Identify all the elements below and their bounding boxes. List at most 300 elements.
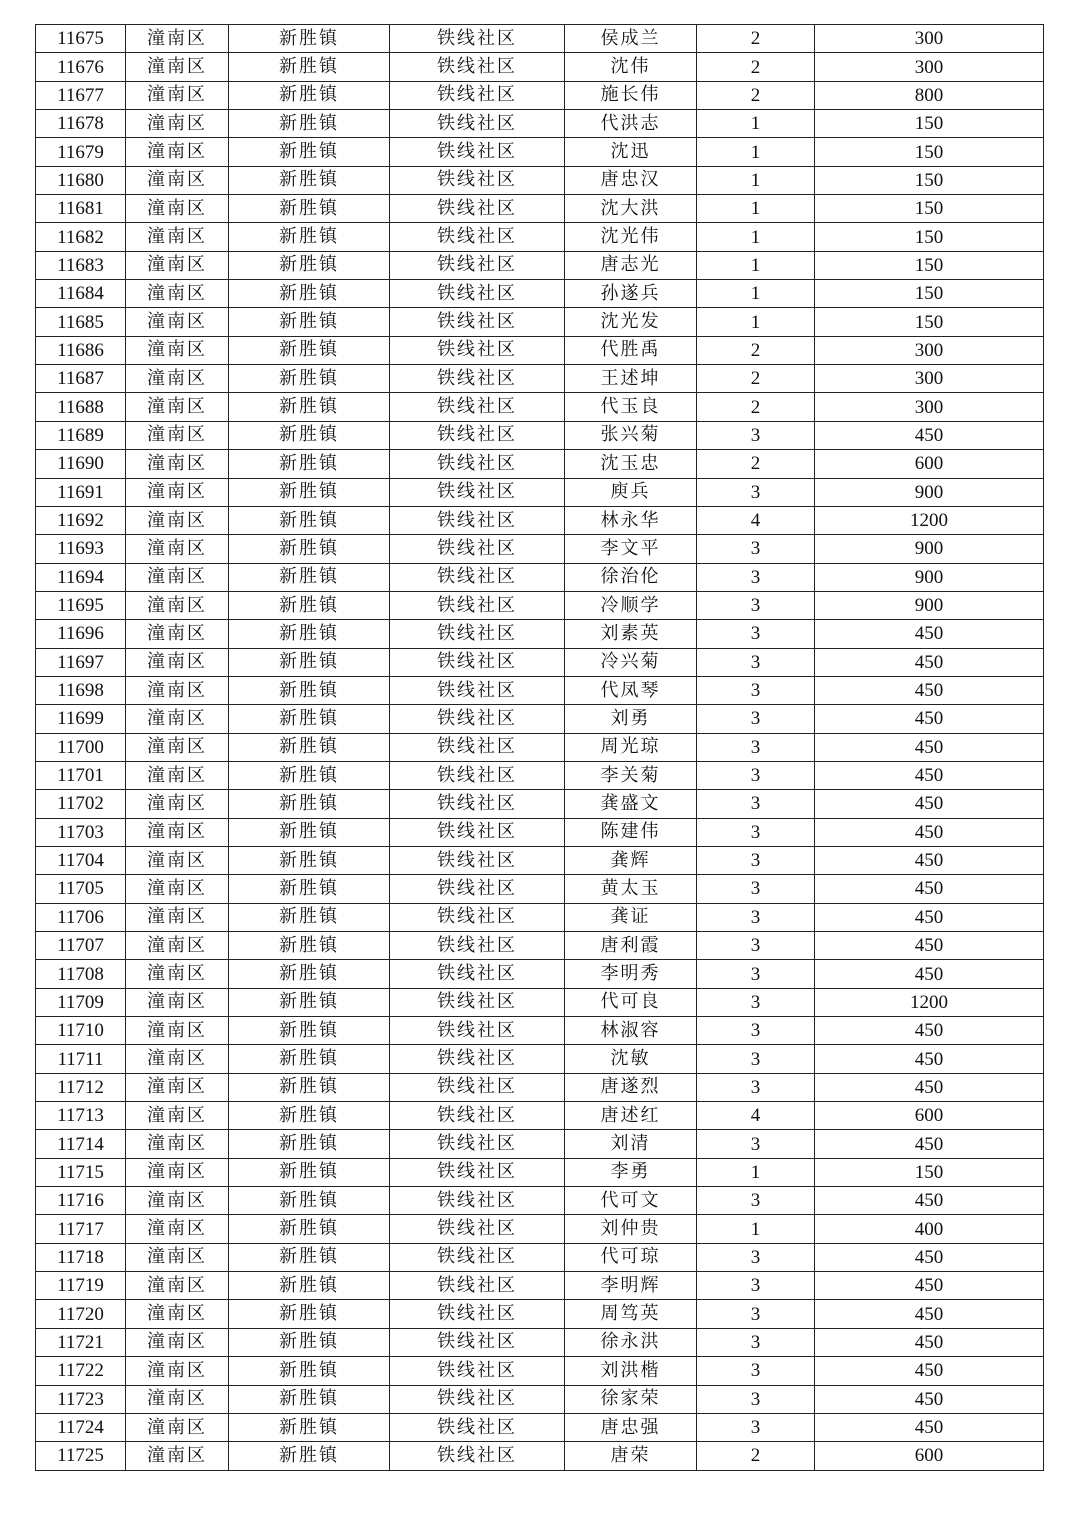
cell-row-number: 11722 <box>36 1357 126 1385</box>
table-row <box>36 223 1044 251</box>
cell-household-count: 3 <box>697 988 815 1016</box>
cell-community: 铁线社区 <box>390 1130 565 1158</box>
cell-town: 新胜镇 <box>229 421 390 449</box>
table-row <box>36 1215 1044 1243</box>
cell-amount: 450 <box>815 875 1044 903</box>
cell-row-number: 11700 <box>36 733 126 761</box>
cell-town: 新胜镇 <box>229 1272 390 1300</box>
cell-town: 新胜镇 <box>229 1102 390 1130</box>
cell-district: 潼南区 <box>126 1102 229 1130</box>
cell-community: 铁线社区 <box>390 1073 565 1101</box>
cell-district: 潼南区 <box>126 166 229 194</box>
cell-district: 潼南区 <box>126 280 229 308</box>
cell-community: 铁线社区 <box>390 620 565 648</box>
cell-town: 新胜镇 <box>229 620 390 648</box>
table-row <box>36 1300 1044 1328</box>
table-row <box>36 365 1044 393</box>
cell-district: 潼南区 <box>126 648 229 676</box>
cell-amount: 900 <box>815 591 1044 619</box>
cell-household-count: 3 <box>697 1243 815 1271</box>
cell-district: 潼南区 <box>126 251 229 279</box>
cell-name: 沈敏 <box>565 1045 697 1073</box>
cell-household-count: 3 <box>697 875 815 903</box>
cell-amount: 450 <box>815 1300 1044 1328</box>
table-row <box>36 790 1044 818</box>
cell-amount: 150 <box>815 280 1044 308</box>
cell-household-count: 1 <box>697 280 815 308</box>
cell-household-count: 2 <box>697 53 815 81</box>
cell-amount: 900 <box>815 563 1044 591</box>
cell-community: 铁线社区 <box>390 988 565 1016</box>
table-row <box>36 1328 1044 1356</box>
cell-town: 新胜镇 <box>229 1130 390 1158</box>
table-row <box>36 195 1044 223</box>
cell-community: 铁线社区 <box>390 1413 565 1441</box>
cell-town: 新胜镇 <box>229 110 390 138</box>
cell-name: 沈光伟 <box>565 223 697 251</box>
cell-household-count: 3 <box>697 1017 815 1045</box>
table-row <box>36 110 1044 138</box>
cell-row-number: 11719 <box>36 1272 126 1300</box>
cell-name: 唐述红 <box>565 1102 697 1130</box>
cell-row-number: 11686 <box>36 336 126 364</box>
cell-community: 铁线社区 <box>390 393 565 421</box>
cell-row-number: 11714 <box>36 1130 126 1158</box>
cell-town: 新胜镇 <box>229 903 390 931</box>
table-row <box>36 1243 1044 1271</box>
cell-row-number: 11683 <box>36 251 126 279</box>
cell-row-number: 11713 <box>36 1102 126 1130</box>
cell-name: 周笃英 <box>565 1300 697 1328</box>
cell-household-count: 1 <box>697 251 815 279</box>
cell-community: 铁线社区 <box>390 1243 565 1271</box>
cell-row-number: 11695 <box>36 591 126 619</box>
cell-name: 龚辉 <box>565 846 697 874</box>
cell-household-count: 1 <box>697 138 815 166</box>
cell-amount: 450 <box>815 1413 1044 1441</box>
cell-district: 潼南区 <box>126 1272 229 1300</box>
cell-community: 铁线社区 <box>390 932 565 960</box>
cell-community: 铁线社区 <box>390 676 565 704</box>
cell-town: 新胜镇 <box>229 53 390 81</box>
cell-district: 潼南区 <box>126 790 229 818</box>
table-row <box>36 1073 1044 1101</box>
cell-amount: 1200 <box>815 988 1044 1016</box>
cell-row-number: 11715 <box>36 1158 126 1186</box>
cell-district: 潼南区 <box>126 591 229 619</box>
cell-household-count: 2 <box>697 81 815 109</box>
cell-name: 刘素英 <box>565 620 697 648</box>
table-row <box>36 506 1044 534</box>
cell-household-count: 3 <box>697 790 815 818</box>
cell-district: 潼南区 <box>126 1017 229 1045</box>
table-row <box>36 308 1044 336</box>
cell-district: 潼南区 <box>126 81 229 109</box>
table-row <box>36 535 1044 563</box>
cell-amount: 900 <box>815 535 1044 563</box>
cell-name: 李明辉 <box>565 1272 697 1300</box>
cell-amount: 300 <box>815 365 1044 393</box>
cell-town: 新胜镇 <box>229 1158 390 1186</box>
cell-name: 代玉良 <box>565 393 697 421</box>
cell-row-number: 11689 <box>36 421 126 449</box>
cell-household-count: 3 <box>697 1130 815 1158</box>
cell-row-number: 11682 <box>36 223 126 251</box>
cell-town: 新胜镇 <box>229 648 390 676</box>
cell-district: 潼南区 <box>126 761 229 789</box>
cell-town: 新胜镇 <box>229 223 390 251</box>
cell-amount: 150 <box>815 223 1044 251</box>
cell-amount: 450 <box>815 1357 1044 1385</box>
cell-district: 潼南区 <box>126 138 229 166</box>
cell-community: 铁线社区 <box>390 506 565 534</box>
cell-town: 新胜镇 <box>229 195 390 223</box>
cell-household-count: 2 <box>697 365 815 393</box>
cell-town: 新胜镇 <box>229 988 390 1016</box>
cell-row-number: 11680 <box>36 166 126 194</box>
cell-household-count: 3 <box>697 676 815 704</box>
cell-district: 潼南区 <box>126 733 229 761</box>
cell-row-number: 11693 <box>36 535 126 563</box>
cell-row-number: 11704 <box>36 846 126 874</box>
cell-name: 唐遂烈 <box>565 1073 697 1101</box>
cell-amount: 150 <box>815 251 1044 279</box>
cell-row-number: 11703 <box>36 818 126 846</box>
table-row <box>36 818 1044 846</box>
cell-district: 潼南区 <box>126 506 229 534</box>
cell-amount: 450 <box>815 932 1044 960</box>
cell-town: 新胜镇 <box>229 1328 390 1356</box>
cell-household-count: 2 <box>697 450 815 478</box>
cell-household-count: 3 <box>697 1073 815 1101</box>
cell-name: 沈光发 <box>565 308 697 336</box>
cell-name: 刘清 <box>565 1130 697 1158</box>
table-row <box>36 1130 1044 1158</box>
cell-town: 新胜镇 <box>229 733 390 761</box>
cell-name: 李关菊 <box>565 761 697 789</box>
cell-name: 李勇 <box>565 1158 697 1186</box>
cell-district: 潼南区 <box>126 1158 229 1186</box>
cell-community: 铁线社区 <box>390 251 565 279</box>
cell-row-number: 11724 <box>36 1413 126 1441</box>
cell-amount: 400 <box>815 1215 1044 1243</box>
cell-community: 铁线社区 <box>390 365 565 393</box>
cell-row-number: 11702 <box>36 790 126 818</box>
cell-row-number: 11712 <box>36 1073 126 1101</box>
cell-name: 刘洪楷 <box>565 1357 697 1385</box>
table-row <box>36 1272 1044 1300</box>
table-row <box>36 25 1044 53</box>
cell-amount: 600 <box>815 1102 1044 1130</box>
table-row <box>36 53 1044 81</box>
cell-amount: 1200 <box>815 506 1044 534</box>
cell-row-number: 11708 <box>36 960 126 988</box>
cell-amount: 150 <box>815 110 1044 138</box>
cell-name: 林淑容 <box>565 1017 697 1045</box>
cell-district: 潼南区 <box>126 903 229 931</box>
cell-name: 侯成兰 <box>565 25 697 53</box>
cell-household-count: 2 <box>697 25 815 53</box>
cell-row-number: 11711 <box>36 1045 126 1073</box>
cell-amount: 450 <box>815 1187 1044 1215</box>
table-row <box>36 960 1044 988</box>
cell-name: 陈建伟 <box>565 818 697 846</box>
cell-town: 新胜镇 <box>229 506 390 534</box>
cell-community: 铁线社区 <box>390 1187 565 1215</box>
cell-amount: 300 <box>815 25 1044 53</box>
cell-district: 潼南区 <box>126 676 229 704</box>
table-row <box>36 421 1044 449</box>
table-row <box>36 336 1044 364</box>
cell-row-number: 11685 <box>36 308 126 336</box>
cell-town: 新胜镇 <box>229 393 390 421</box>
cell-community: 铁线社区 <box>390 960 565 988</box>
cell-row-number: 11699 <box>36 705 126 733</box>
cell-row-number: 11707 <box>36 932 126 960</box>
cell-town: 新胜镇 <box>229 280 390 308</box>
cell-row-number: 11676 <box>36 53 126 81</box>
cell-district: 潼南区 <box>126 818 229 846</box>
cell-community: 铁线社区 <box>390 195 565 223</box>
table-row <box>36 1158 1044 1186</box>
roster-table <box>35 24 1044 1471</box>
table-row <box>36 450 1044 478</box>
cell-town: 新胜镇 <box>229 960 390 988</box>
cell-household-count: 3 <box>697 1357 815 1385</box>
cell-district: 潼南区 <box>126 336 229 364</box>
cell-town: 新胜镇 <box>229 932 390 960</box>
cell-amount: 150 <box>815 308 1044 336</box>
cell-amount: 450 <box>815 846 1044 874</box>
cell-district: 潼南区 <box>126 1130 229 1158</box>
cell-amount: 300 <box>815 53 1044 81</box>
cell-district: 潼南区 <box>126 875 229 903</box>
cell-name: 沈玉忠 <box>565 450 697 478</box>
cell-amount: 450 <box>815 676 1044 704</box>
cell-household-count: 1 <box>697 166 815 194</box>
cell-household-count: 1 <box>697 223 815 251</box>
cell-name: 龚盛文 <box>565 790 697 818</box>
cell-community: 铁线社区 <box>390 535 565 563</box>
cell-community: 铁线社区 <box>390 138 565 166</box>
cell-town: 新胜镇 <box>229 1017 390 1045</box>
table-row <box>36 676 1044 704</box>
cell-community: 铁线社区 <box>390 648 565 676</box>
cell-row-number: 11717 <box>36 1215 126 1243</box>
cell-amount: 450 <box>815 648 1044 676</box>
cell-name: 龚证 <box>565 903 697 931</box>
cell-row-number: 11696 <box>36 620 126 648</box>
cell-community: 铁线社区 <box>390 53 565 81</box>
cell-household-count: 1 <box>697 1215 815 1243</box>
cell-district: 潼南区 <box>126 1328 229 1356</box>
cell-community: 铁线社区 <box>390 110 565 138</box>
cell-community: 铁线社区 <box>390 478 565 506</box>
cell-row-number: 11709 <box>36 988 126 1016</box>
table-row <box>36 1385 1044 1413</box>
cell-community: 铁线社区 <box>390 1102 565 1130</box>
cell-name: 代洪志 <box>565 110 697 138</box>
cell-household-count: 3 <box>697 932 815 960</box>
cell-town: 新胜镇 <box>229 81 390 109</box>
cell-town: 新胜镇 <box>229 761 390 789</box>
cell-name: 冷顺学 <box>565 591 697 619</box>
cell-household-count: 3 <box>697 478 815 506</box>
cell-district: 潼南区 <box>126 846 229 874</box>
cell-community: 铁线社区 <box>390 1158 565 1186</box>
cell-household-count: 3 <box>697 1272 815 1300</box>
cell-community: 铁线社区 <box>390 1357 565 1385</box>
cell-district: 潼南区 <box>126 223 229 251</box>
cell-row-number: 11697 <box>36 648 126 676</box>
cell-amount: 450 <box>815 1243 1044 1271</box>
cell-community: 铁线社区 <box>390 336 565 364</box>
cell-district: 潼南区 <box>126 365 229 393</box>
cell-district: 潼南区 <box>126 478 229 506</box>
cell-town: 新胜镇 <box>229 1385 390 1413</box>
cell-community: 铁线社区 <box>390 1328 565 1356</box>
table-row <box>36 1413 1044 1441</box>
cell-household-count: 3 <box>697 1300 815 1328</box>
cell-town: 新胜镇 <box>229 450 390 478</box>
cell-amount: 450 <box>815 960 1044 988</box>
cell-amount: 600 <box>815 1442 1044 1470</box>
cell-row-number: 11720 <box>36 1300 126 1328</box>
cell-town: 新胜镇 <box>229 846 390 874</box>
cell-town: 新胜镇 <box>229 1187 390 1215</box>
table-row <box>36 932 1044 960</box>
cell-name: 唐利霞 <box>565 932 697 960</box>
cell-district: 潼南区 <box>126 110 229 138</box>
cell-household-count: 3 <box>697 648 815 676</box>
cell-name: 徐家荣 <box>565 1385 697 1413</box>
cell-name: 李明秀 <box>565 960 697 988</box>
table-row <box>36 1102 1044 1130</box>
cell-amount: 450 <box>815 1385 1044 1413</box>
cell-amount: 450 <box>815 620 1044 648</box>
cell-name: 唐忠汉 <box>565 166 697 194</box>
cell-row-number: 11681 <box>36 195 126 223</box>
cell-town: 新胜镇 <box>229 1045 390 1073</box>
table-row <box>36 1187 1044 1215</box>
cell-row-number: 11675 <box>36 25 126 53</box>
table-row <box>36 1017 1044 1045</box>
cell-amount: 150 <box>815 195 1044 223</box>
cell-community: 铁线社区 <box>390 166 565 194</box>
cell-name: 冷兴菊 <box>565 648 697 676</box>
cell-household-count: 3 <box>697 903 815 931</box>
cell-amount: 450 <box>815 903 1044 931</box>
cell-amount: 450 <box>815 790 1044 818</box>
cell-row-number: 11694 <box>36 563 126 591</box>
cell-town: 新胜镇 <box>229 1357 390 1385</box>
cell-household-count: 3 <box>697 1187 815 1215</box>
cell-household-count: 4 <box>697 506 815 534</box>
cell-district: 潼南区 <box>126 421 229 449</box>
table-row <box>36 563 1044 591</box>
cell-community: 铁线社区 <box>390 875 565 903</box>
table-row <box>36 875 1044 903</box>
cell-district: 潼南区 <box>126 393 229 421</box>
cell-district: 潼南区 <box>126 620 229 648</box>
cell-household-count: 1 <box>697 110 815 138</box>
cell-row-number: 11706 <box>36 903 126 931</box>
cell-household-count: 3 <box>697 535 815 563</box>
cell-household-count: 3 <box>697 733 815 761</box>
table-row <box>36 648 1044 676</box>
cell-town: 新胜镇 <box>229 818 390 846</box>
table-row <box>36 1357 1044 1385</box>
cell-amount: 600 <box>815 450 1044 478</box>
cell-row-number: 11725 <box>36 1442 126 1470</box>
cell-town: 新胜镇 <box>229 676 390 704</box>
cell-household-count: 3 <box>697 705 815 733</box>
cell-district: 潼南区 <box>126 988 229 1016</box>
table-row <box>36 733 1044 761</box>
cell-household-count: 3 <box>697 591 815 619</box>
cell-household-count: 3 <box>697 846 815 874</box>
table-row <box>36 620 1044 648</box>
cell-district: 潼南区 <box>126 1357 229 1385</box>
cell-amount: 800 <box>815 81 1044 109</box>
cell-household-count: 2 <box>697 336 815 364</box>
cell-name: 沈伟 <box>565 53 697 81</box>
cell-town: 新胜镇 <box>229 705 390 733</box>
table-row <box>36 478 1044 506</box>
cell-town: 新胜镇 <box>229 875 390 903</box>
cell-community: 铁线社区 <box>390 1385 565 1413</box>
cell-district: 潼南区 <box>126 535 229 563</box>
cell-amount: 450 <box>815 818 1044 846</box>
cell-district: 潼南区 <box>126 1187 229 1215</box>
cell-name: 孙遂兵 <box>565 280 697 308</box>
cell-town: 新胜镇 <box>229 1413 390 1441</box>
cell-town: 新胜镇 <box>229 25 390 53</box>
cell-community: 铁线社区 <box>390 733 565 761</box>
cell-town: 新胜镇 <box>229 251 390 279</box>
cell-amount: 450 <box>815 1045 1044 1073</box>
cell-community: 铁线社区 <box>390 705 565 733</box>
cell-name: 徐治伦 <box>565 563 697 591</box>
cell-district: 潼南区 <box>126 563 229 591</box>
cell-community: 铁线社区 <box>390 761 565 789</box>
cell-household-count: 3 <box>697 421 815 449</box>
cell-row-number: 11723 <box>36 1385 126 1413</box>
cell-community: 铁线社区 <box>390 280 565 308</box>
table-row <box>36 591 1044 619</box>
cell-community: 铁线社区 <box>390 421 565 449</box>
cell-amount: 450 <box>815 1272 1044 1300</box>
cell-row-number: 11684 <box>36 280 126 308</box>
cell-community: 铁线社区 <box>390 1215 565 1243</box>
cell-town: 新胜镇 <box>229 1243 390 1271</box>
cell-district: 潼南区 <box>126 705 229 733</box>
cell-name: 唐荣 <box>565 1442 697 1470</box>
table-row <box>36 138 1044 166</box>
cell-district: 潼南区 <box>126 1073 229 1101</box>
cell-community: 铁线社区 <box>390 450 565 478</box>
cell-town: 新胜镇 <box>229 790 390 818</box>
cell-row-number: 11688 <box>36 393 126 421</box>
cell-name: 王述坤 <box>565 365 697 393</box>
cell-amount: 150 <box>815 166 1044 194</box>
cell-name: 周光琼 <box>565 733 697 761</box>
table-row <box>36 705 1044 733</box>
cell-district: 潼南区 <box>126 195 229 223</box>
cell-community: 铁线社区 <box>390 591 565 619</box>
cell-household-count: 3 <box>697 1328 815 1356</box>
cell-town: 新胜镇 <box>229 365 390 393</box>
